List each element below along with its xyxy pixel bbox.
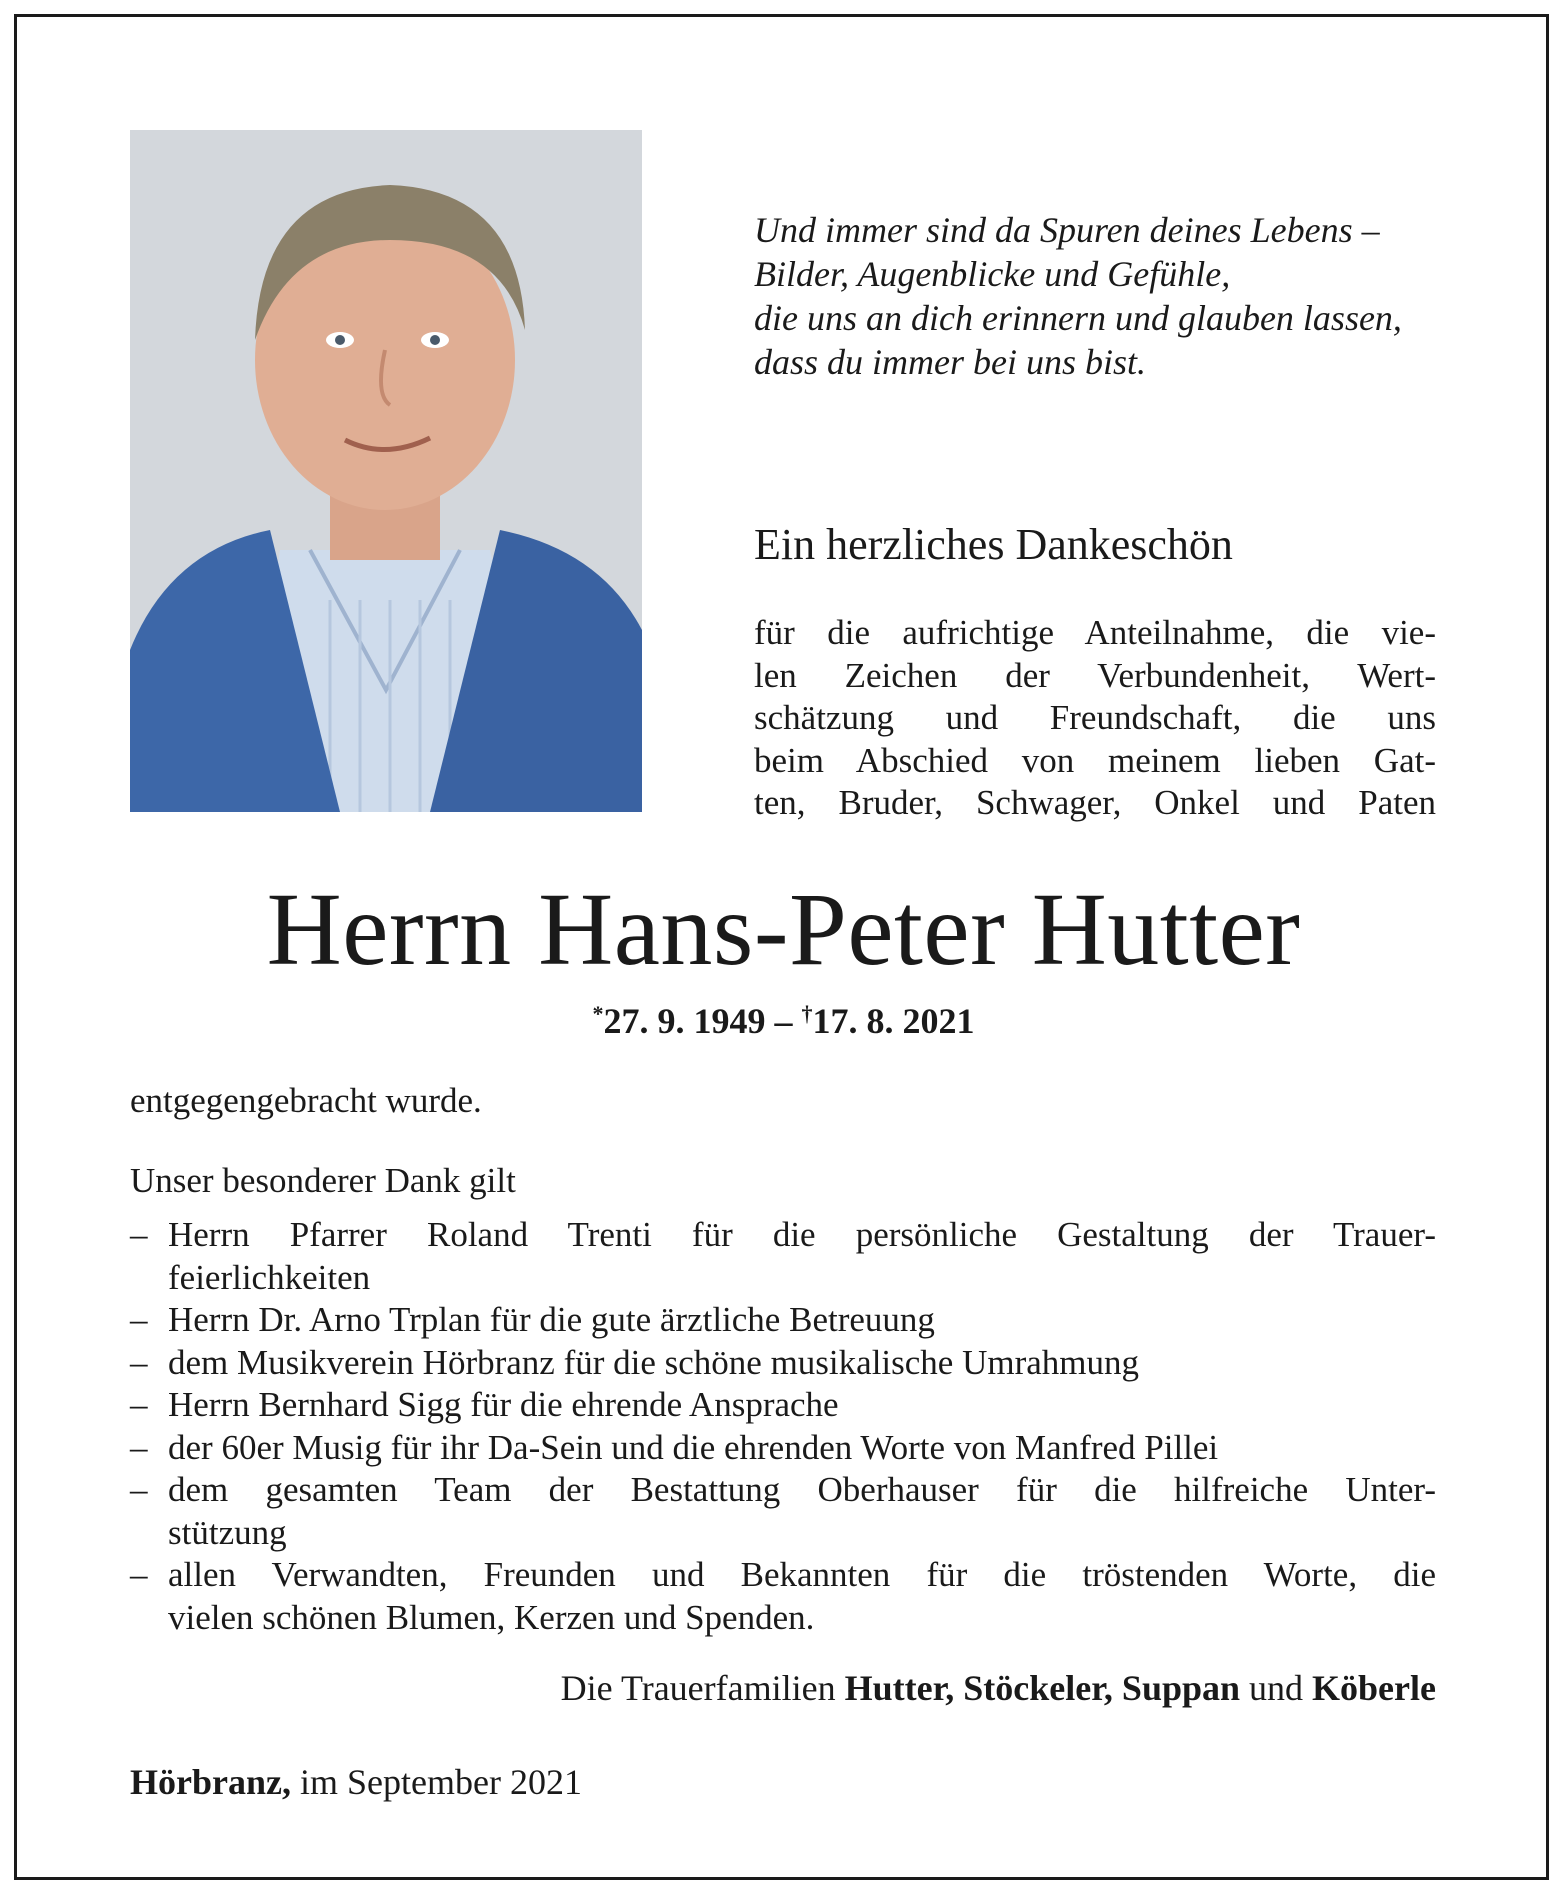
life-dates [0, 990, 1567, 1045]
family-name: Köberle [1312, 1668, 1436, 1708]
list-dash: – [130, 1300, 148, 1339]
thanks-line: ten, Bruder, Schwager, Onkel und Paten [754, 783, 1436, 822]
poem-line: Bilder, Augenblicke und Gefühle, [754, 254, 1231, 294]
list-item [130, 1554, 1436, 1639]
notice-date: im September 2021 [299, 1762, 582, 1802]
poem-verse [754, 208, 1474, 384]
list-dash: – [130, 1427, 148, 1467]
list-item [130, 1469, 1436, 1554]
birth-symbol: * [592, 1001, 604, 1026]
list-item [130, 1342, 1436, 1385]
list-line: dem gesamten Team der Bestattung Oberhauser für die hilfreiche Unter- [168, 1470, 1436, 1509]
special-thanks-list [130, 1214, 1436, 1639]
portrait-illustration [130, 130, 642, 812]
thanks-line: für die aufrichtige Anteilnahme, die vie- [754, 613, 1436, 652]
thanks-line: len Zeichen der Verbundenheit, Wert- [754, 655, 1436, 695]
deceased-name: Herrn Hans-Peter Hutter [266, 872, 1301, 987]
list-dash: – [130, 1470, 148, 1509]
poem-line: Und immer sind da Spuren deines Lebens – [754, 210, 1380, 250]
list-item [130, 1384, 1436, 1427]
portrait-photo [130, 130, 642, 812]
date-separator: – [765, 1001, 802, 1041]
death-symbol: † [801, 1001, 813, 1026]
place-name: Hörbranz, [130, 1762, 291, 1802]
list-item [130, 1427, 1436, 1470]
list-item [130, 1299, 1436, 1342]
list-item [130, 1214, 1436, 1299]
families-prefix: Die Trauerfamilien [560, 1668, 836, 1708]
mourning-families [130, 1664, 1436, 1712]
poem-line: die uns an dich erinnern und glauben lassen, [754, 298, 1402, 338]
birth-date: 27. 9. 1949 [603, 1001, 766, 1041]
list-line: feierlichkeiten [168, 1257, 371, 1297]
thanks-line: beim Abschied von meinem lieben Gat- [754, 740, 1436, 780]
place-and-date [130, 1758, 582, 1806]
family-name: Stöckeler, [963, 1668, 1113, 1708]
list-line: dem Musikverein Hörbranz für die schöne musikalische Umrahmung [168, 1342, 1139, 1382]
family-name: Suppan [1121, 1668, 1241, 1708]
poem-line: dass du immer bei uns bist. [754, 342, 1147, 382]
thanks-line: schätzung und Freundschaft, die uns [754, 698, 1436, 737]
list-line: vielen schönen Blumen, Kerzen und Spenden. [168, 1597, 815, 1637]
list-line: der 60er Musig für ihr Da-Sein und die ehrenden Worte von Manfred Pillei [168, 1427, 1219, 1467]
special-thanks-intro: Unser besonderer Dank gilt [130, 1161, 516, 1200]
list-line: Herrn Pfarrer Roland Trenti für die persönliche Gestaltung der Trauer- [168, 1215, 1436, 1254]
list-line: Herrn Bernhard Sigg für die ehrende Ansprache [168, 1385, 839, 1424]
family-name: Hutter, [844, 1668, 955, 1708]
thanks-paragraph [754, 612, 1436, 825]
list-dash: – [130, 1385, 148, 1424]
list-dash: – [130, 1555, 148, 1594]
list-line: allen Verwandten, Freunden und Bekannten für die tröstenden Worte, die [168, 1555, 1436, 1594]
list-dash: – [130, 1342, 148, 1382]
death-date: 17. 8. 2021 [812, 1001, 975, 1041]
closing-phrase: entgegengebracht wurde. [130, 1081, 482, 1120]
list-line: Herrn Dr. Arno Trplan für die gute ärztliche Betreuung [168, 1300, 935, 1339]
thanks-heading: Ein herzliches Dankeschön [754, 520, 1233, 569]
list-line: stützung [168, 1512, 287, 1552]
list-dash: – [130, 1215, 148, 1254]
families-conjunction: und [1249, 1668, 1304, 1708]
